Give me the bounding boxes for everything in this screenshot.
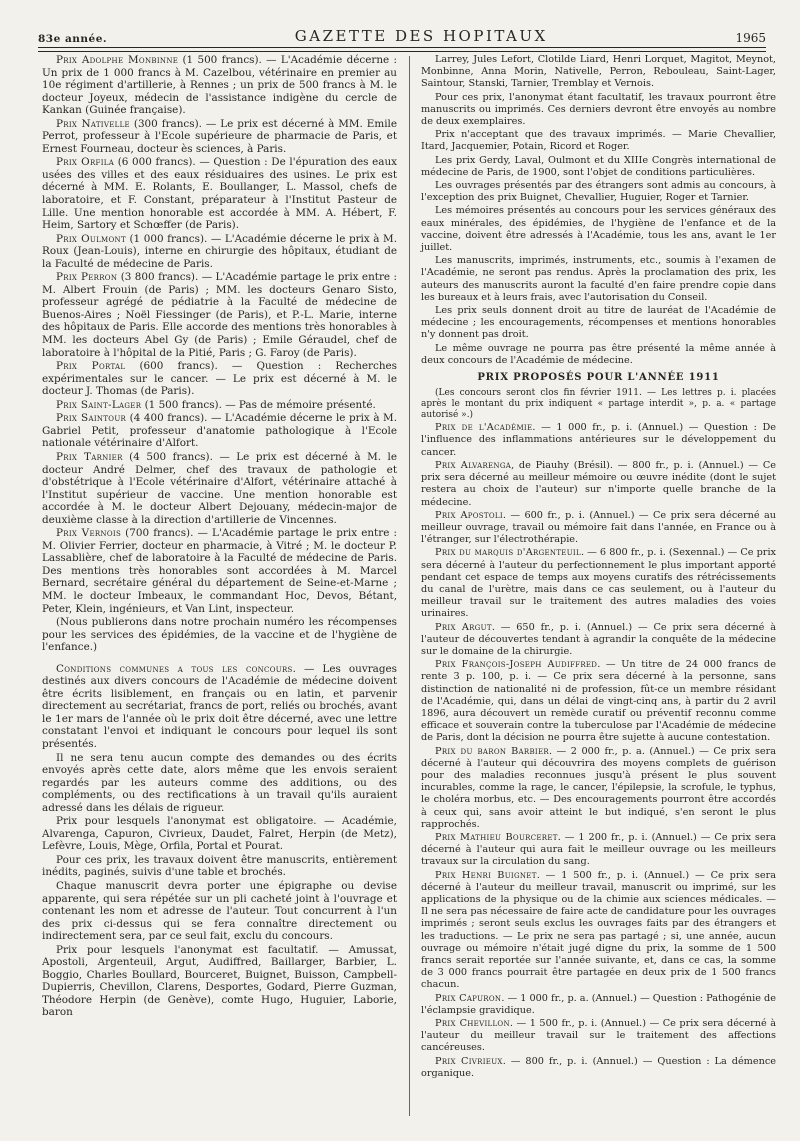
prize-name: Prix du marquis d'Argenteuil [435,547,581,559]
paragraph-text: . — 1 200 fr., p. i. (Annuel.) — Ce prix sera décerné à l'auteur qui aura fait le meilleur ouvrage ou les meilleurs travaux sur la circulation du sang. [421,831,776,868]
paragraph-text: . — Un titre de 24 000 francs de rente 3 p. 100, p. i. — Ce prix sera décerné à la personne, sans distinction de nationalité ni de profession, fût-ce un membre résidant de l'Académie, qui, dans un délai de vingt-cinq ans, à partir du 2 avril 1896, aura découvert un remède curatif ou préventif reconnu comme efficace et souverain contre la tuberculose par l'Académie de médecine de Paris, dont la décision ne pourra être sujette à aucune contestation. [421,659,776,744]
header-rule-bottom [38,51,766,52]
section-note: (Les concours seront clos fin février 1911. — Les lettres p. i. placées après le montant du prix indiquent « partage interdit », p. a. « partage autorisé ».) [421,388,776,421]
prize-name: Prix Argut [435,621,492,633]
prize-entry [421,547,776,620]
prize-name: Prix Vernois [56,527,122,540]
paragraph: Le même ouvrage ne pourra pas être présenté la même année à deux concours de l'Académie de médecine. [421,342,776,366]
paragraph-text: . — 1 500 fr., p. i. (Annuel.) — Ce prix sera décerné à l'auteur du meilleur travail sur le traitement des affections cancéreuses. [421,1018,776,1054]
page-header [38,23,766,45]
paragraph-text: . — 6 800 fr., p. i. (Sexennal.) — Ce prix sera décerné à l'auteur du perfectionnement le plus important apporté pendant cet espace de temps aux moyens curatifs des rétrécissements du canal de l'urètre, mais dans ce cas seulement, ou à l'auteur du meilleur travail sur le traitement des autres maladies des voies urinaires. [421,547,777,620]
prize-name: Prix Mathieu Bourceret [435,831,558,843]
prize-entry [421,422,776,459]
paragraph-text: (300 francs). — Le prix est décerné à MM. Emile Perrot, professeur à l'Ecole supérieure de pharmacie de Paris, et Ernest Fourneau, docteur ès sciences, à Paris. [42,117,397,155]
paragraph [42,360,397,398]
paragraph-text: . — 1 000 fr., p. a. (Annuel.) — Question : Pathogénie de l'éclampsie gravidique. [421,992,776,1016]
paragraph-text: (6 000 francs). — Question : De l'épuration des eaux usées des villes et des eaux résiduaires des usines. Le prix est décerné à MM. E. Rolants, E. Boullanger, L. Massol, chefs de laboratoire, et F. Constant, préparateur à l'Institut Pasteur de Lille. Une mention honorable est accordée à MM. A. Hébert, F. Heim, Sartory et Schœffer (de Paris). [42,156,397,232]
prize-name: Conditions communes a tous les concours [56,662,293,675]
page-number: 1965 [735,31,766,45]
prize-name: Prix Saint-Lager [56,398,142,411]
prize-entry [421,746,776,831]
prize-name: Prix François-Joseph Audiffred [435,659,598,671]
prize-name: Prix Portal [56,360,126,373]
left-column [42,54,397,1020]
paragraph [42,854,397,879]
paragraph: Pour ces prix, l'anonymat étant facultatif, les travaux pourront être manuscrits ou imprimés. Ces derniers devront être envoyés au nombre de deux exemplaires. [421,91,776,128]
paragraph-text: . — 800 fr., p. i. (Annuel.) — Question : La démence organique. [421,1055,776,1079]
prize-name: Prix du baron Barbier [435,745,549,757]
prize-name: Prix Adolphe Monbinne [56,54,179,66]
right-column [421,54,776,1081]
paragraph-text: Chaque manuscrit devra porter une épigraphe ou devise apparente, qui sera répétée sur un pli cacheté joint à l'ouvrage et contenant les nom et adresse de l'auteur. Tout concurrent à l'un des prix ci-dessus qui se fera connaître directement ou indirectement sera, par ce seul fait, exclu du concours. [42,880,397,943]
paragraph-text: Il ne sera tenu aucun compte des demandes ou des écrits envoyés après cette date, alors même que les envois seraient regardés par les auteurs comme des additions, ou des compléments, ou des rectifications à un travail qu'ils auraient adressé dans les délais de rigueur. [42,751,397,814]
paragraph: Prix n'acceptant que des travaux imprimés. — Marie Chevallier, Itard, Jacquemier, Potain, Ricord et Roger. [421,129,776,153]
prize-entry [421,832,776,869]
paragraph [42,815,397,853]
prize-entry [421,622,776,659]
paragraph [42,663,397,751]
paragraph: Larrey, Jules Lefort, Clotilde Liard, Henri Lorquet, Magitot, Meynot, Monbinne, Anna Morin, Nativelle, Perron, Rebouleau, Saint-Lager, Saintour, Stanski, Tarnier, Tremblay et Vernois. [421,54,776,90]
section-heading: PRIX PROPOSÉS POUR L'ANNÉE 1911 [477,372,720,384]
paragraph-text: (1 000 francs). — L'Académie décerne le prix à M. Roux (Jean-Louis), interne en chirurgie des hôpitaux, étudiant de la Faculté de médecine de Paris. [42,232,397,270]
paragraph-text: . — Les ouvrages destinés aux divers concours de l'Académie de médecine doivent être écrits lisiblement, en français ou en latin, et parvenir directement au secrétariat, francs de port, reliés ou brochés, avant le 1er mars de l'année où le prix doit être décerné, avec une lettre constatant l'envoi et indiquant le concours pour lequel ils sont présentés. [42,662,397,750]
paragraph [42,233,397,271]
prize-name: Prix Tarnier [56,450,123,463]
paragraph: Les mémoires présentés au concours pour les services généraux des eaux minérales, des épidémies, de l'hygiène de l'enfance et de la vaccine, doivent être adressés à l'Académie, tous les ans, avant le 1er juillet. [421,205,776,254]
prize-name: Prix Oulmont [56,232,126,245]
prize-name: Prix Nativelle [56,117,130,130]
paragraph [42,616,397,654]
prize-name: Prix Civrieux [435,1055,503,1067]
paragraph-text: . — 1 000 fr., p. i. (Annuel.) — Question : De l'influence des inflammations antérieures sur le développement du cancer. [421,422,776,458]
paragraph [42,880,397,943]
prize-entry [421,870,776,992]
paragraph-text: (4 400 francs). — L'Académie décerne le prix à M. Gabriel Petit, professeur d'anatomie pathologique à l'Ecole nationale vétérinaire d'Alfort. [42,412,397,450]
prize-entry [421,1018,776,1055]
prize-entry [421,659,776,744]
paragraph-text: . — 600 fr., p. i. (Annuel.) — Ce prix sera décerné au meilleur ouvrage, travail ou mémoire fait dans l'année, en France ou à l'étranger, sur l'électrothérapie. [421,509,776,546]
section-spacer [42,655,397,663]
paragraph-text: (1 500 francs). — Pas de mémoire présenté. [141,398,376,411]
prize-name: Prix Henri Buignet [435,869,537,881]
paragraph [42,752,397,815]
paragraph [42,399,397,412]
right-intro [421,54,776,367]
year-label: 83e année. [38,33,108,45]
journal-title: GAZETTE DES HOPITAUX [294,27,548,45]
paragraph: Les ouvrages présentés par des étrangers sont admis au concours, à l'exception des prix Buignet, Chevallier, Huguier, Roger et Tarnier. [421,180,776,204]
paragraph [42,271,397,359]
prize-entry [421,510,776,547]
prize-name: Prix de l'Académie [435,422,533,434]
prize-entry [421,460,776,509]
paragraph-text: , de Piauhy (Brésil). — 800 fr., p. i. (Annuel.) — Ce prix sera décerné au meilleur mémoire ou œuvre inédite (dont le sujet restera au choix de l'auteur) sur n'importe quelle branche de la médecine. [421,459,776,508]
paragraph-text: . — 650 fr., p. i. (Annuel.) — Ce prix sera décerné à l'auteur de découvertes tendant à agrandir la conquête de la médecine sur le domaine de la chirurgie. [421,621,776,657]
prize-list [421,422,776,1080]
paragraph [42,527,397,615]
paragraph: Les prix seuls donnent droit au titre de lauréat de l'Académie de médecine ; les encouragements, récompenses et mentions honorables n'y donnent pas droit. [421,305,776,341]
prize-name: Prix Perron [56,271,118,284]
paragraph-text: Prix pour lesquels l'anonymat est facultatif. — Amussat, Apostoli, Argenteuil, Argut, Audiffred, Baillarger, Barbier, L. Boggio, Charles Boullard, Bourceret, Buignet, Buisson, Campbell-Dupierris, Chevillon, Clarens, Desportes, Godard, Pierre Guzman, Théodore Herpin (de Genève), comte Hugo, Huguier, Laborie, baron [42,943,397,1019]
paragraph [42,944,397,1019]
paragraph-text: (3 800 francs). — L'Académie partage le prix entre : M. Albert Frouin (de Paris) ; MM. les docteurs Genaro Sisto, professeur agrégé de pédiatrie à la Faculté de médecine de Buenos-Aires ; Noël Fiessinger (de Paris), et P.-L. Marie, interne des hôpitaux de Paris. Elle accorde des mentions très honorables à MM. les docteurs Abel Gy (de Paris) ; Emile Géraudel, chef de laboratoire à l'hôpital de la Pitié, Paris ; G. Faroy (de Paris). [42,271,398,359]
paragraph-text: (1 500 francs). — L'Académie décerne : Un prix de 1 000 francs à M. Cazelbou, vétérinaire en premier au 10e régiment d'artillerie, à Rennes ; un prix de 500 francs à M. le docteur Joyeux, médecin de l'assistance indigène du cercle de Kankan (Guinée française). [42,54,397,117]
paragraph: Les prix Gerdy, Laval, Oulmont et du XIIIe Congrès international de médecine de Paris, de 1900, sont l'objet de conditions particulières. [421,154,776,178]
paragraph [42,412,397,450]
paragraph-text: (700 francs). — L'Académie partage le prix entre : M. Olivier Ferrier, docteur en pharmacie, à Vitré ; M. le docteur P. Lassablière, chef de laboratoire à la Faculté de médecine de Paris. Des mentions très honorables sont accordées à M. Marcel Bernard, secrétaire général du département de Seine-et-Marne ; MM. le docteur Imbeaux, le commandant Hoc, Devos, Bétant, Peter, Klein, ingénieurs, et Van Lint, inspecteur. [42,527,397,615]
prize-entry [421,1056,776,1080]
paragraph-text: Prix pour lesquels l'anonymat est obligatoire. — Académie, Alvarenga, Capuron, Civrieux, Daudet, Falret, Herpin (de Metz), Lefèvre, Louis, Mège, Orfila, Portal et Pourat. [42,815,397,853]
prize-name: Prix Orfila [56,156,115,169]
prize-name: Prix Alvarenga [435,459,512,471]
paragraph [42,451,397,526]
prize-name: Prix Chevillon [435,1018,510,1030]
header-rule-top [38,47,766,48]
paragraph-text: (600 francs). — Question : Recherches expérimentales sur le cancer. — Le prix est décerné à M. le docteur J. Thomas (de Paris). [42,360,397,398]
paragraph-text: (4 500 francs). — Le prix est décerné à M. le docteur André Delmer, chef des travaux de pathologie et d'obstétrique à l'Ecole vétérinaire d'Alfort, vétérinaire attaché à l'Institut supérieur de vaccine. Une mention honorable est accordée à M. le docteur Albert Dejouany, médecin-major de deuxième classe à la direction d'artillerie de Vincennes. [42,450,397,526]
paragraph [42,54,397,117]
paragraph-text: . — 2 000 fr., p. a. (Annuel.) — Ce prix sera décerné à l'auteur qui découvrira des moyens complets de guérison pour des maladies reconnues jusqu'à présent le plus souvent incurables, comme la rage, le cancer, l'épilepsie, la scrofule, le typhus, le choléra morbus, etc. — Des encouragements pourront être accordés à ceux qui, sans avoir atteint le but indiqué, s'en seront le plus rapprochés. [421,745,777,830]
paragraph-text: . — 1 500 fr., p. i. (Annuel.) — Ce prix sera décerné à l'auteur du meilleur travail, manuscrit ou imprimé, sur les applications de la physique ou de la chimie aux sciences médicales. — Il ne sera pas nécessaire de faire acte de candidature pour les ouvrages imprimés ; seront seuls exclus les ouvrages faits par des étrangers et les traductions. — Le prix ne sera pas partagé ; si, une année, aucun ouvrage ou mémoire n'était jugé digne du prix, la somme de 1 500 francs serait reportée sur l'année suivante, et, dans ce cas, la somme de 3 000 francs pourrait être partagée en deux prix de 1 500 francs chacun. [421,869,776,991]
prize-name: Prix Saintour [56,412,127,425]
column-divider [409,56,410,1116]
paragraph-text: Pour ces prix, les travaux doivent être manuscrits, entièrement inédits, paginés, suivis d'une table et brochés. [42,853,397,879]
paragraph: Les manuscrits, imprimés, instruments, etc., soumis à l'examen de l'Académie, ne seront pas rendus. Après la proclamation des prix, les auteurs des manuscrits auront la faculté d'en faire prendre copie dans les bureaux et à leurs frais, avec l'autorisation du Conseil. [421,255,776,303]
prize-name: Prix Capuron [435,992,502,1004]
prize-entry [421,993,776,1017]
paragraph [42,118,397,156]
paragraph-text: (Nous publierons dans notre prochain numéro les récompenses pour les services des épidémies, de la vaccine et de l'hygiène de l'enfance.) [42,616,397,654]
paragraph [42,156,397,231]
prize-name: Prix Apostoli [435,509,503,521]
